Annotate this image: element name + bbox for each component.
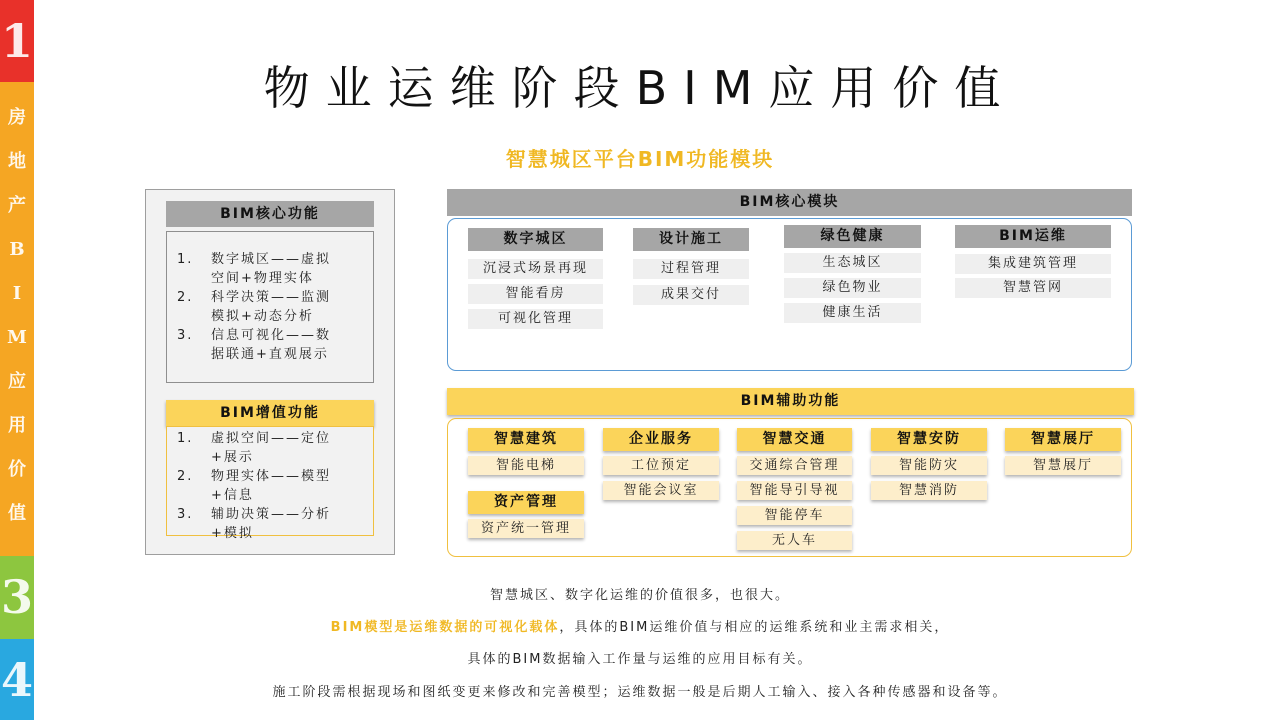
aux-module-item[interactable]: 工位预定 bbox=[603, 456, 719, 475]
core-module-title[interactable]: 绿色健康 bbox=[784, 225, 921, 248]
summary-line-2-rest: ，具体的BIM运维价值与相应的运维系统和业主需求相关， bbox=[559, 620, 950, 635]
summary-line-3: 具体的BIM数据输入工作量与运维的应用目标有关。 bbox=[467, 652, 813, 667]
core-function-list bbox=[166, 231, 374, 383]
aux-module-item[interactable]: 智慧展厅 bbox=[1005, 456, 1121, 475]
core-module-item[interactable]: 绿色物业 bbox=[784, 278, 921, 298]
core-module-header: BIM核心模块 bbox=[447, 189, 1132, 216]
aux-module-title[interactable]: 资产管理 bbox=[468, 491, 584, 514]
list-item-number: 3. bbox=[177, 507, 194, 522]
list-item-line: 物理实体——模型 bbox=[211, 469, 332, 484]
section-tab-2-char: M bbox=[7, 327, 27, 348]
list-item-line: 据联通+直观展示 bbox=[211, 347, 329, 362]
page-title: 物业运维阶段BIM应用价值 bbox=[263, 61, 1017, 115]
list-item-line: 辅助决策——分析 bbox=[211, 507, 332, 522]
list-item-line: +展示 bbox=[211, 450, 254, 465]
section-tab-2-char: 应 bbox=[8, 371, 26, 392]
list-item-line: 虚拟空间——定位 bbox=[211, 431, 332, 446]
list-item bbox=[167, 467, 373, 505]
aux-module-item[interactable]: 资产统一管理 bbox=[468, 519, 584, 538]
list-item-line: +模拟 bbox=[211, 526, 254, 541]
section-tab-1-number: 1 bbox=[0, 14, 33, 68]
core-module-item[interactable]: 健康生活 bbox=[784, 303, 921, 323]
section-tab-3-number: 3 bbox=[0, 570, 33, 624]
aux-module-title[interactable]: 智慧建筑 bbox=[468, 428, 584, 451]
section-tab-2-char: B bbox=[9, 239, 25, 260]
list-item bbox=[167, 250, 373, 288]
aux-module-title[interactable]: 智慧交通 bbox=[737, 428, 852, 451]
list-item-line: +信息 bbox=[211, 488, 254, 503]
value-function-header: BIM增值功能 bbox=[166, 400, 374, 426]
section-tab-2-char: 价 bbox=[8, 459, 26, 480]
list-item-number: 3. bbox=[177, 328, 194, 343]
core-module-item[interactable]: 可视化管理 bbox=[468, 309, 603, 329]
aux-module-item[interactable]: 智慧消防 bbox=[871, 481, 987, 500]
list-item bbox=[167, 429, 373, 467]
aux-module-item[interactable]: 智能停车 bbox=[737, 506, 852, 525]
section-tab-2-char: 产 bbox=[8, 195, 26, 216]
summary-line-4: 施工阶段需根据现场和图纸变更来修改和完善模型；运维数据一般是后期人工输入、接入各种传感器和设备等。 bbox=[272, 685, 1008, 700]
aux-module-item[interactable]: 智能电梯 bbox=[468, 456, 584, 475]
value-function-list bbox=[166, 426, 374, 541]
summary-highlight: BIM模型是运维数据的可视化载体 bbox=[330, 620, 560, 635]
list-item-line: 数字城区——虚拟 bbox=[211, 252, 332, 267]
list-item-line: 信息可视化——数 bbox=[211, 328, 332, 343]
core-module-item[interactable]: 智能看房 bbox=[468, 284, 603, 304]
list-item-line: 科学决策——监测 bbox=[211, 290, 332, 305]
page-subtitle: 智慧城区平台BIM功能模块 bbox=[505, 147, 775, 171]
section-tab-4-number: 4 bbox=[0, 653, 33, 707]
aux-module-header: BIM辅助功能 bbox=[447, 388, 1134, 415]
core-module-item[interactable]: 过程管理 bbox=[633, 259, 749, 279]
list-item-number: 2. bbox=[177, 469, 194, 484]
core-module-item[interactable]: 生态城区 bbox=[784, 253, 921, 273]
aux-module-title[interactable]: 智慧安防 bbox=[871, 428, 987, 451]
list-item-line: 模拟+动态分析 bbox=[211, 309, 314, 324]
core-module-item[interactable]: 智慧管网 bbox=[955, 278, 1111, 298]
aux-module-title[interactable]: 智慧展厅 bbox=[1005, 428, 1121, 451]
summary-line-1: 智慧城区、数字化运维的价值很多，也很大。 bbox=[489, 588, 790, 603]
aux-module-item[interactable]: 交通综合管理 bbox=[737, 456, 852, 475]
list-item-number: 1. bbox=[177, 431, 194, 446]
section-tab-2-char: 房 bbox=[8, 107, 26, 128]
section-tab-2-char: 用 bbox=[8, 415, 26, 436]
aux-module-item[interactable]: 智能防灾 bbox=[871, 456, 987, 475]
list-item bbox=[167, 326, 373, 364]
section-tab-2-char: 值 bbox=[8, 503, 26, 524]
core-module-item[interactable]: 成果交付 bbox=[633, 285, 749, 305]
aux-module-item[interactable]: 智能导引导视 bbox=[737, 481, 852, 500]
summary-line-2 bbox=[0, 616, 1280, 635]
core-module-item[interactable]: 集成建筑管理 bbox=[955, 254, 1111, 274]
section-tab-2-char: I bbox=[12, 283, 22, 304]
core-module-item[interactable]: 沉浸式场景再现 bbox=[468, 259, 603, 279]
list-item bbox=[167, 505, 373, 543]
core-module-title[interactable]: BIM运维 bbox=[955, 225, 1111, 248]
core-function-header: BIM核心功能 bbox=[166, 201, 374, 227]
list-item bbox=[167, 288, 373, 326]
section-tab-2-char: 地 bbox=[8, 151, 26, 172]
core-module-title[interactable]: 数字城区 bbox=[468, 228, 603, 251]
list-item-line: 空间+物理实体 bbox=[211, 271, 314, 286]
list-item-number: 1. bbox=[177, 252, 194, 267]
core-module-title[interactable]: 设计施工 bbox=[633, 228, 749, 251]
aux-module-title[interactable]: 企业服务 bbox=[603, 428, 719, 451]
aux-module-item[interactable]: 无人车 bbox=[737, 531, 852, 550]
aux-module-item[interactable]: 智能会议室 bbox=[603, 481, 719, 500]
list-item-number: 2. bbox=[177, 290, 194, 305]
